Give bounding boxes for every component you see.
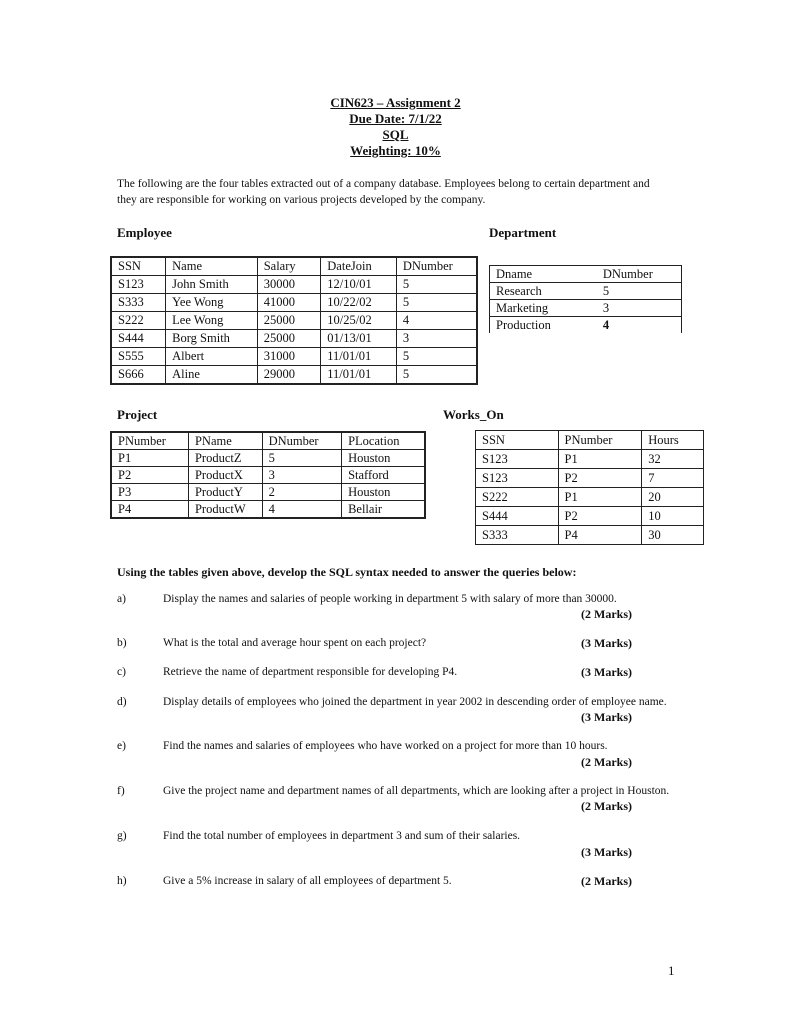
header-cell: SSN [111,257,166,276]
table-row [476,488,704,507]
cell: 5 [597,283,682,300]
cell: P4 [558,526,642,545]
cell: Bellair [342,501,425,519]
table-row [111,330,477,348]
page-number: 1 [668,963,675,978]
cell: P1 [558,450,642,469]
cell: 25000 [257,330,321,348]
cell: Albert [166,348,258,366]
header-cell: Hours [642,431,704,450]
cell: P1 [558,488,642,507]
cell: 29000 [257,366,321,385]
question-letter: b) [117,637,127,649]
cell: P3 [111,484,188,501]
cell: 11/01/01 [321,348,397,366]
question-letter: h) [117,875,127,887]
cell: 5 [262,450,341,467]
table-row [111,501,425,519]
question-letter: c) [117,666,126,678]
table-row [111,312,477,330]
works-on-table [475,430,704,545]
cell: 11/01/01 [321,366,397,385]
cell: P1 [111,450,188,467]
table-row [111,366,477,385]
works-on-label: Works_On [443,407,504,422]
department-label: Department [489,225,557,240]
table-row [111,348,477,366]
cell: S444 [111,330,166,348]
question-text: Give the project name and department names of all departments, which are looking after a project in Houston. [163,785,670,797]
cell: Houston [342,484,425,501]
header-cell: Dname [490,266,597,283]
cell: 10/25/02 [321,312,397,330]
question-marks: (3 Marks) [581,665,632,679]
cell: Houston [342,450,425,467]
table-row [490,283,682,300]
cell: John Smith [166,276,258,294]
cell: S666 [111,366,166,385]
table-row [111,467,425,484]
cell: 32 [642,450,704,469]
cell: 31000 [257,348,321,366]
cell: S555 [111,348,166,366]
question-letter: f) [117,785,125,797]
cell: Yee Wong [166,294,258,312]
cell: Marketing [490,300,597,317]
cell: S123 [476,469,559,488]
header-cell: DNumber [396,257,477,276]
question-marks: (2 Marks) [581,874,632,888]
cell: ProductX [188,467,262,484]
cell: 4 [262,501,341,519]
question-marks: (3 Marks) [581,636,632,650]
header-cell: PLocation [342,432,425,450]
cell: P2 [558,469,642,488]
project-table [110,431,426,519]
question-text: Retrieve the name of department responsible for developing P4. [163,666,458,678]
question-letter: g) [117,830,127,842]
table-header-row [476,431,704,450]
cell: 4 [597,317,682,334]
question-marks: (2 Marks) [581,755,632,769]
table-row [476,526,704,545]
topic: SQL [382,127,409,142]
cell: Borg Smith [166,330,258,348]
cell: S333 [111,294,166,312]
cell: 20 [642,488,704,507]
question-text: Give a 5% increase in salary of all employees of department 5. [163,875,452,887]
cell: 25000 [257,312,321,330]
table-row [476,469,704,488]
cell: P2 [111,467,188,484]
cell: 3 [597,300,682,317]
cell: Aline [166,366,258,385]
question-marks: (2 Marks) [581,799,632,813]
cell: Research [490,283,597,300]
header-cell: DNumber [262,432,341,450]
table-header-row [111,257,477,276]
cell: S222 [476,488,559,507]
question-text: Find the names and salaries of employees who have worked on a project for more than 10 hours. [163,740,608,752]
cell: 12/10/01 [321,276,397,294]
cell: 5 [396,348,477,366]
cell: S333 [476,526,559,545]
due-date: Due Date: 7/1/22 [349,111,442,126]
question-letter: d) [117,696,127,708]
table-row [490,300,682,317]
question-marks: (3 Marks) [581,710,632,724]
cell: 10 [642,507,704,526]
cell: Lee Wong [166,312,258,330]
question-letter: e) [117,740,126,752]
weighting: Weighting: 10% [350,143,441,158]
header-cell: PName [188,432,262,450]
table-row [111,484,425,501]
cell: 30000 [257,276,321,294]
table-header-row [490,266,682,283]
cell: ProductY [188,484,262,501]
doc-title: CIN623 – Assignment 2 [330,95,461,110]
table-header-row [111,432,425,450]
cell: S123 [111,276,166,294]
cell: 3 [262,467,341,484]
cell: P4 [111,501,188,519]
employee-table [110,256,478,385]
cell: ProductZ [188,450,262,467]
cell: Stafford [342,467,425,484]
table-row [111,276,477,294]
questions-intro: Using the tables given above, develop the SQL syntax needed to answer the queries below: [117,565,577,579]
cell: 30 [642,526,704,545]
header-cell: SSN [476,431,559,450]
table-row [111,450,425,467]
cell: ProductW [188,501,262,519]
table-row [111,294,477,312]
cell: 5 [396,366,477,385]
cell: S123 [476,450,559,469]
cell: 4 [396,312,477,330]
cell: 5 [396,294,477,312]
employee-label: Employee [117,225,172,240]
question-text: What is the total and average hour spent on each project? [163,637,427,649]
cell: 3 [396,330,477,348]
intro-paragraph: The following are the four tables extracted out of a company database. Employees belong to certain department and they are responsible for working on various projects developed by the company. [117,178,650,206]
header-cell: DNumber [597,266,682,283]
cell: S444 [476,507,559,526]
cell: P2 [558,507,642,526]
table-row [476,450,704,469]
question-marks: (3 Marks) [581,845,632,859]
project-label: Project [117,407,158,422]
table-row [476,507,704,526]
table-row [490,317,682,334]
question-text: Display the names and salaries of people working in department 5 with salary of more than 30000. [163,593,617,605]
cell: 41000 [257,294,321,312]
question-letter: a) [117,593,126,605]
cell: Production [490,317,597,334]
header-cell: PNumber [558,431,642,450]
cell: 7 [642,469,704,488]
cell: 5 [396,276,477,294]
header-cell: PNumber [111,432,188,450]
cell: 10/22/02 [321,294,397,312]
cell: 01/13/01 [321,330,397,348]
question-text: Find the total number of employees in department 3 and sum of their salaries. [163,830,521,842]
cell: S222 [111,312,166,330]
header-cell: Name [166,257,258,276]
department-table [489,265,682,333]
header-cell: Salary [257,257,321,276]
header-cell: DateJoin [321,257,397,276]
question-marks: (2 Marks) [581,607,632,621]
question-text: Display details of employees who joined the department in year 2002 in descending order of employee name. [163,696,667,708]
cell: 2 [262,484,341,501]
